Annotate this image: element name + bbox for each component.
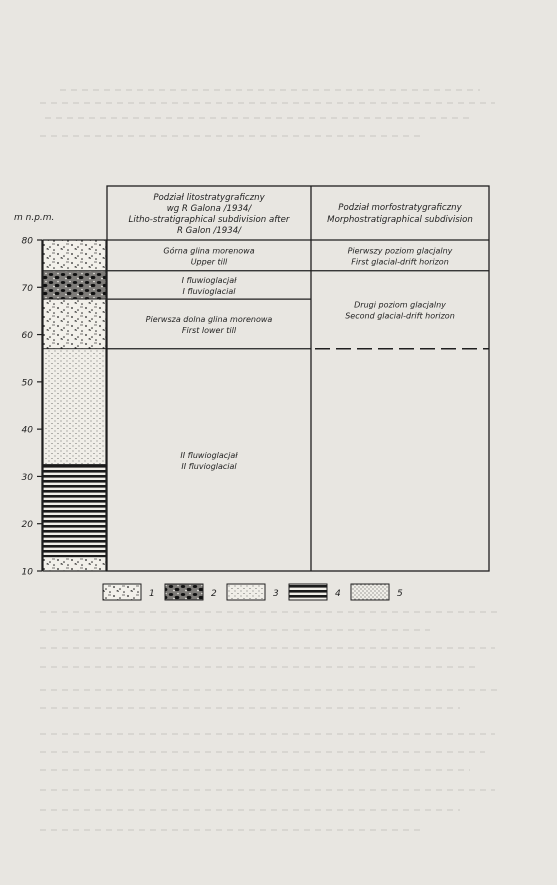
axis-tick-label: 30 xyxy=(21,472,33,483)
axis-tick-label: 40 xyxy=(21,425,33,436)
axis-tick-label: 50 xyxy=(21,378,33,389)
litho-unit-name-en: Upper till xyxy=(190,257,228,267)
axis-unit-label: m n.p.m. xyxy=(14,213,55,223)
legend-swatch xyxy=(351,584,389,600)
litho-unit-name-pl: I fluwioglacjał xyxy=(181,275,237,285)
axis-tick-label: 20 xyxy=(21,520,33,531)
header-morpho-line-1: Podział morfostratygraficzny xyxy=(338,203,462,213)
legend xyxy=(103,584,403,600)
column-layer xyxy=(43,349,106,465)
legend-item xyxy=(227,584,279,600)
legend-label: 5 xyxy=(397,589,403,599)
axis-tick-label: 80 xyxy=(21,236,33,247)
table-frame xyxy=(107,186,489,571)
legend-swatch xyxy=(165,584,203,600)
header-litho-line-4: R Galon /1934/ xyxy=(176,226,242,236)
column-layer xyxy=(43,299,106,349)
axis-tick-label: 10 xyxy=(21,567,33,578)
legend-swatch xyxy=(227,584,265,600)
header-litho-line-2: wg R Galona /1934/ xyxy=(166,204,252,214)
lithologic-column xyxy=(43,240,106,571)
legend-label: 3 xyxy=(273,589,279,599)
column-layer xyxy=(43,240,106,271)
ghost-text-lines xyxy=(40,90,500,830)
litho-unit-name-en: I fluvioglacial xyxy=(182,286,236,296)
litho-unit-name-pl: Pierwsza dolna glina morenowa xyxy=(145,314,273,324)
litho-unit-name-pl: Górna glina morenowa xyxy=(163,246,255,256)
legend-label: 1 xyxy=(149,589,155,599)
morpho-unit-name-en: First glacial-drift horizon xyxy=(351,257,449,267)
litho-units xyxy=(107,245,311,471)
legend-label: 4 xyxy=(335,589,341,599)
litho-unit-name-en: First lower till xyxy=(181,325,237,335)
legend-item xyxy=(165,584,217,600)
legend-item xyxy=(289,584,341,600)
legend-swatch xyxy=(289,584,327,600)
litho-unit-name-pl: II fluwioglacjał xyxy=(180,450,238,460)
axis-tick-label: 70 xyxy=(21,283,33,294)
axis-tick-label: 60 xyxy=(21,331,33,342)
morpho-unit-name-pl: Pierwszy poziom glacjalny xyxy=(347,246,453,256)
morpho-unit-name-pl: Drugi poziom glacjalny xyxy=(354,300,446,310)
column-layer xyxy=(43,271,106,299)
legend-swatch xyxy=(103,584,141,600)
header-litho-line-3: Litho-stratigraphical subdivision after xyxy=(128,215,290,225)
morpho-units xyxy=(311,246,489,348)
depth-axis xyxy=(22,237,42,578)
stratigraphy-table xyxy=(107,186,489,571)
legend-label: 2 xyxy=(211,589,217,599)
header-litho-line-1: Podział litostratygraficzny xyxy=(153,193,265,203)
litho-unit-name-en: II fluvioglacial xyxy=(181,461,237,471)
legend-item xyxy=(351,584,403,600)
column-layer xyxy=(43,465,106,557)
header-morpho-line-2: Morphostratigraphical subdivision xyxy=(327,215,473,225)
column-layer xyxy=(43,557,106,571)
morpho-unit-name-en: Second glacial-drift horizon xyxy=(345,311,455,321)
legend-item xyxy=(103,584,155,600)
